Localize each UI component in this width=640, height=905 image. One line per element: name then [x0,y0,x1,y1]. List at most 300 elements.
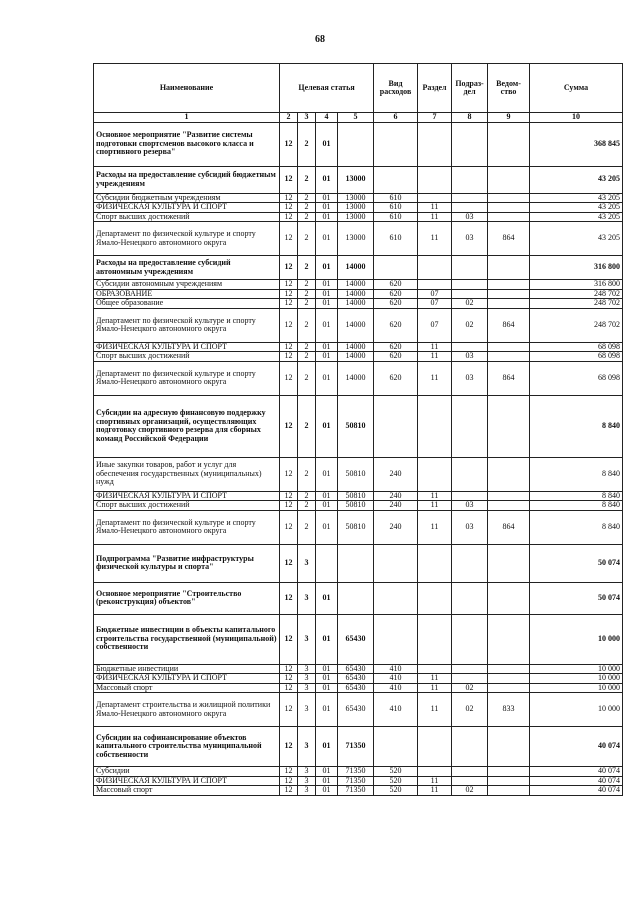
cell-c: 01 [316,491,338,501]
cell-sum: 10 000 [530,664,623,674]
cell-section: 11 [418,212,452,222]
cell-section [418,256,452,280]
cell-subsection: 03 [452,361,488,395]
cell-d: 13000 [338,193,374,203]
row-name: ФИЗИЧЕСКАЯ КУЛЬТУРА И СПОРТ [94,203,280,213]
cell-sum: 68 098 [530,361,623,395]
cell-sum: 10 000 [530,683,623,693]
cell-section [418,395,452,457]
cell-a: 12 [280,222,298,256]
row-name: Иные закупки товаров, работ и услуг для обеспечения государственных (муниципальных) нужд [94,457,280,491]
cell-section [418,582,452,614]
cell-a: 12 [280,491,298,501]
row-name: Основное мероприятие "Строительство (реконструкция) объектов" [94,582,280,614]
cell-c: 01 [316,776,338,786]
cell-section: 11 [418,361,452,395]
table-row [94,395,623,457]
cell-subsection [452,395,488,457]
cell-type: 520 [374,776,418,786]
table-row [94,491,623,501]
cell-subsection [452,280,488,290]
cell-d [338,122,374,166]
cell-d: 71350 [338,786,374,796]
col-number: 10 [530,113,623,123]
cell-type: 620 [374,280,418,290]
cell-dept [488,280,530,290]
cell-subsection [452,674,488,684]
cell-type: 610 [374,222,418,256]
cell-subsection [452,457,488,491]
header-name: Наименование [94,64,280,113]
cell-d: 71350 [338,727,374,767]
cell-d: 14000 [338,280,374,290]
table-row [94,166,623,193]
table-row [94,693,623,727]
cell-d: 13000 [338,166,374,193]
row-name: Бюджетные инвестиции в объекты капитального строительства государственной (муниципальной) собственности [94,614,280,664]
cell-sum: 40 074 [530,727,623,767]
row-name: Массовый спорт [94,683,280,693]
cell-dept [488,256,530,280]
table-row [94,501,623,511]
row-name: ОБРАЗОВАНИЕ [94,289,280,299]
cell-section: 11 [418,222,452,256]
cell-d: 50810 [338,501,374,511]
cell-d: 50810 [338,457,374,491]
cell-dept [488,289,530,299]
cell-dept [488,352,530,362]
cell-a: 12 [280,776,298,786]
row-name: Субсидии на адресную финансовую поддержку спортивных организаций, осуществляющих подготовку спортивного резерва для сборных команд Российской Федерации [94,395,280,457]
row-name: Субсидии на софинансирование объектов капитального строительства муниципальной собственности [94,727,280,767]
cell-a: 12 [280,664,298,674]
cell-subsection [452,289,488,299]
row-name: Расходы на предоставление субсидий автономным учреждениям [94,256,280,280]
cell-subsection: 02 [452,308,488,342]
cell-c: 01 [316,308,338,342]
cell-c: 01 [316,122,338,166]
cell-sum: 10 000 [530,614,623,664]
col-number: 6 [374,113,418,123]
cell-c: 01 [316,767,338,777]
cell-b: 2 [298,280,316,290]
header-type: Вид расходов [374,64,418,113]
cell-d: 50810 [338,395,374,457]
cell-a: 12 [280,280,298,290]
cell-dept [488,664,530,674]
cell-sum: 10 000 [530,674,623,684]
cell-a: 12 [280,342,298,352]
cell-b: 2 [298,308,316,342]
cell-sum: 368 845 [530,122,623,166]
cell-c: 01 [316,727,338,767]
cell-type: 410 [374,693,418,727]
cell-dept: 864 [488,510,530,544]
cell-section: 11 [418,683,452,693]
cell-b: 2 [298,212,316,222]
cell-sum: 68 098 [530,342,623,352]
cell-b: 2 [298,256,316,280]
cell-c: 01 [316,501,338,511]
row-name: Субсидии автономным учреждениям [94,280,280,290]
cell-type [374,582,418,614]
cell-c: 01 [316,361,338,395]
cell-type: 240 [374,457,418,491]
cell-a: 12 [280,674,298,684]
cell-dept [488,727,530,767]
col-number: 1 [94,113,280,123]
cell-a: 12 [280,683,298,693]
cell-a: 12 [280,582,298,614]
cell-b: 2 [298,352,316,362]
cell-sum: 43 205 [530,166,623,193]
row-name: Субсидии [94,767,280,777]
cell-c: 01 [316,664,338,674]
table-row [94,342,623,352]
cell-d: 14000 [338,299,374,309]
row-name: ФИЗИЧЕСКАЯ КУЛЬТУРА И СПОРТ [94,674,280,684]
table-row [94,222,623,256]
cell-type [374,544,418,582]
cell-dept [488,767,530,777]
cell-section: 11 [418,510,452,544]
cell-dept [488,786,530,796]
cell-type [374,256,418,280]
cell-type: 240 [374,491,418,501]
cell-c: 01 [316,222,338,256]
cell-d: 50810 [338,510,374,544]
col-number: 3 [298,113,316,123]
cell-section [418,280,452,290]
cell-b: 3 [298,683,316,693]
cell-b: 3 [298,786,316,796]
cell-sum: 40 074 [530,767,623,777]
cell-dept [488,193,530,203]
cell-d: 14000 [338,289,374,299]
cell-a: 12 [280,395,298,457]
cell-type: 620 [374,289,418,299]
cell-section: 11 [418,693,452,727]
cell-d: 65430 [338,614,374,664]
row-name: ФИЗИЧЕСКАЯ КУЛЬТУРА И СПОРТ [94,776,280,786]
cell-c: 01 [316,786,338,796]
cell-subsection [452,767,488,777]
table-row [94,664,623,674]
cell-d: 13000 [338,212,374,222]
table-body [94,122,623,795]
col-number: 9 [488,113,530,123]
cell-dept [488,614,530,664]
cell-d: 14000 [338,352,374,362]
cell-c: 01 [316,342,338,352]
cell-d: 65430 [338,674,374,684]
cell-type: 610 [374,212,418,222]
cell-a: 12 [280,256,298,280]
cell-sum: 8 840 [530,457,623,491]
cell-dept [488,395,530,457]
cell-section [418,614,452,664]
cell-d: 14000 [338,308,374,342]
cell-a: 12 [280,614,298,664]
row-name: ФИЗИЧЕСКАЯ КУЛЬТУРА И СПОРТ [94,342,280,352]
cell-subsection [452,256,488,280]
cell-sum: 316 800 [530,256,623,280]
table-row [94,299,623,309]
cell-c: 01 [316,203,338,213]
table-row [94,776,623,786]
cell-b: 2 [298,289,316,299]
cell-sum: 248 702 [530,308,623,342]
cell-sum: 50 074 [530,544,623,582]
cell-c: 01 [316,212,338,222]
cell-type [374,166,418,193]
cell-dept [488,342,530,352]
cell-a: 12 [280,361,298,395]
cell-dept [488,212,530,222]
row-name: Департамент по физической культуре и спорту Ямало-Ненецкого автономного округа [94,361,280,395]
cell-subsection [452,193,488,203]
cell-a: 12 [280,786,298,796]
table-row [94,212,623,222]
cell-d: 71350 [338,767,374,777]
cell-section: 07 [418,289,452,299]
cell-type: 620 [374,299,418,309]
cell-c: 01 [316,614,338,664]
cell-sum: 68 098 [530,352,623,362]
cell-subsection [452,664,488,674]
cell-c: 01 [316,166,338,193]
cell-b: 2 [298,342,316,352]
cell-subsection [452,203,488,213]
cell-a: 12 [280,193,298,203]
table-row [94,767,623,777]
table-row [94,582,623,614]
cell-b: 3 [298,544,316,582]
row-name: Бюджетные инвестиции [94,664,280,674]
cell-subsection: 02 [452,299,488,309]
cell-subsection [452,122,488,166]
cell-a: 12 [280,203,298,213]
budget-table [93,63,623,796]
cell-section: 07 [418,299,452,309]
cell-subsection [452,776,488,786]
cell-dept [488,203,530,213]
cell-subsection: 02 [452,786,488,796]
cell-b: 2 [298,299,316,309]
cell-dept [488,491,530,501]
cell-sum: 43 205 [530,222,623,256]
cell-a: 12 [280,212,298,222]
cell-dept [488,501,530,511]
row-name: Департамент по физической культуре и спорту Ямало-Ненецкого автономного округа [94,222,280,256]
cell-type: 620 [374,342,418,352]
cell-subsection: 03 [452,501,488,511]
cell-sum: 8 840 [530,491,623,501]
cell-c: 01 [316,693,338,727]
cell-b: 2 [298,361,316,395]
cell-dept: 864 [488,361,530,395]
cell-d [338,544,374,582]
table-row [94,308,623,342]
cell-b: 3 [298,582,316,614]
row-name: Подпрограмма "Развитие инфраструктуры физической культуры и спорта" [94,544,280,582]
cell-sum: 248 702 [530,299,623,309]
cell-c: 01 [316,582,338,614]
cell-section [418,193,452,203]
cell-c: 01 [316,280,338,290]
table-row [94,122,623,166]
row-name: Массовый спорт [94,786,280,796]
cell-dept: 833 [488,693,530,727]
cell-type: 410 [374,674,418,684]
cell-section: 11 [418,776,452,786]
cell-d: 13000 [338,203,374,213]
table-row [94,256,623,280]
row-name: Основное мероприятие "Развитие системы подготовки спортсменов высокого класса и спортивного резерва" [94,122,280,166]
cell-subsection [452,727,488,767]
table-row [94,352,623,362]
cell-type: 410 [374,664,418,674]
cell-d [338,582,374,614]
cell-a: 12 [280,308,298,342]
cell-subsection [452,544,488,582]
cell-sum: 8 840 [530,395,623,457]
cell-b: 2 [298,457,316,491]
cell-a: 12 [280,727,298,767]
table-row [94,289,623,299]
cell-d: 14000 [338,342,374,352]
cell-a: 12 [280,767,298,777]
cell-a: 12 [280,166,298,193]
cell-c: 01 [316,674,338,684]
cell-sum: 10 000 [530,693,623,727]
row-name: ФИЗИЧЕСКАЯ КУЛЬТУРА И СПОРТ [94,491,280,501]
row-name: Субсидии бюджетным учреждениям [94,193,280,203]
col-number: 2 [280,113,298,123]
cell-sum: 40 074 [530,786,623,796]
header-dept: Ведом-ство [488,64,530,113]
cell-b: 2 [298,510,316,544]
cell-type: 410 [374,683,418,693]
cell-c: 01 [316,299,338,309]
cell-b: 2 [298,501,316,511]
table-row [94,674,623,684]
cell-dept: 864 [488,222,530,256]
cell-a: 12 [280,501,298,511]
cell-section: 11 [418,342,452,352]
cell-a: 12 [280,352,298,362]
table-row [94,193,623,203]
cell-subsection: 02 [452,683,488,693]
cell-b: 2 [298,491,316,501]
cell-section [418,122,452,166]
cell-type: 520 [374,786,418,796]
cell-section [418,727,452,767]
header-target: Целевая статья [280,64,374,113]
cell-type: 240 [374,510,418,544]
cell-d: 65430 [338,664,374,674]
cell-type [374,122,418,166]
cell-a: 12 [280,693,298,727]
col-number: 8 [452,113,488,123]
cell-section [418,664,452,674]
cell-a: 12 [280,544,298,582]
table-row [94,510,623,544]
cell-type [374,395,418,457]
cell-subsection: 03 [452,510,488,544]
cell-section: 11 [418,203,452,213]
cell-sum: 8 840 [530,510,623,544]
cell-section: 11 [418,786,452,796]
row-name: Спорт высших достижений [94,501,280,511]
cell-c: 01 [316,395,338,457]
cell-dept: 864 [488,308,530,342]
cell-section [418,457,452,491]
cell-a: 12 [280,122,298,166]
row-name: Спорт высших достижений [94,212,280,222]
cell-section: 11 [418,352,452,362]
cell-a: 12 [280,289,298,299]
header-subsection: Подраз-дел [452,64,488,113]
cell-c [316,544,338,582]
cell-subsection [452,582,488,614]
cell-subsection [452,491,488,501]
cell-sum: 50 074 [530,582,623,614]
cell-section [418,767,452,777]
cell-section [418,544,452,582]
table-row [94,203,623,213]
page-number: 68 [315,34,325,45]
cell-b: 2 [298,222,316,256]
cell-type: 620 [374,308,418,342]
cell-b: 3 [298,674,316,684]
table-row [94,786,623,796]
cell-d: 14000 [338,361,374,395]
cell-dept [488,457,530,491]
cell-c: 01 [316,256,338,280]
cell-sum: 43 205 [530,203,623,213]
cell-dept [488,544,530,582]
cell-sum: 43 205 [530,193,623,203]
cell-dept [488,674,530,684]
cell-b: 3 [298,767,316,777]
cell-subsection: 03 [452,352,488,362]
cell-c: 01 [316,193,338,203]
cell-d: 50810 [338,491,374,501]
cell-b: 3 [298,693,316,727]
cell-sum: 40 074 [530,776,623,786]
cell-b: 2 [298,203,316,213]
col-number: 5 [338,113,374,123]
cell-sum: 316 800 [530,280,623,290]
table-row [94,457,623,491]
cell-subsection: 03 [452,222,488,256]
cell-dept [488,776,530,786]
row-name: Общее образование [94,299,280,309]
cell-d: 65430 [338,693,374,727]
cell-sum: 248 702 [530,289,623,299]
cell-type [374,727,418,767]
cell-dept [488,582,530,614]
cell-a: 12 [280,457,298,491]
cell-sum: 43 205 [530,212,623,222]
cell-b: 3 [298,664,316,674]
cell-dept [488,122,530,166]
cell-d: 13000 [338,222,374,256]
cell-type: 620 [374,361,418,395]
cell-a: 12 [280,510,298,544]
cell-sum: 8 840 [530,501,623,511]
